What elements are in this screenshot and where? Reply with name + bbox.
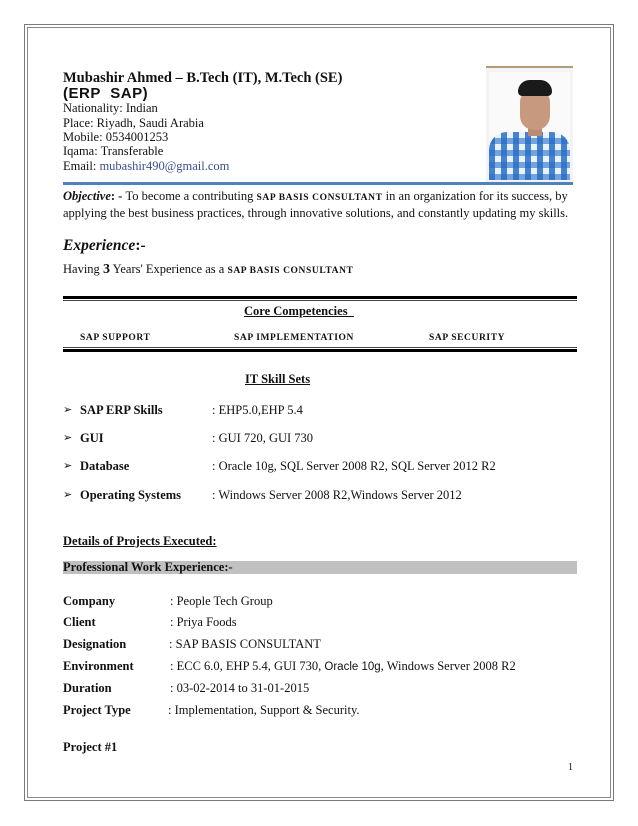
field-key: Company [63,594,116,608]
objective-paragraph [63,189,578,220]
objective-label: Objective [63,189,111,203]
objective-sep: : - [110,189,126,203]
field-key: Project Type [63,703,131,717]
field-value: : Priya Foods [170,615,237,629]
skill-value: : Windows Server 2008 R2,Windows Server 2012 [212,488,462,502]
experience-summary [63,262,353,278]
field-key: Designation [63,637,127,651]
email [63,159,229,173]
page-number: 1 [568,762,573,773]
env-part-a: : ECC 6.0, EHP 5.4, GUI 730, [170,659,325,673]
field-key: Environment [63,659,134,673]
competency-sap-implementation: SAP IMPLEMENTATION [234,333,354,343]
experience-prefix: Having [63,262,103,276]
arrow-bullet-icon: ➢ [63,489,73,501]
skill-key: SAP ERP Skills [80,403,163,417]
experience-heading [63,237,146,255]
competencies-rule-bottom-thin [63,347,577,348]
project-1-heading: Project #1 [63,740,118,754]
projects-details-title: Details of Projects Executed: [63,534,217,548]
skill-key: GUI [80,431,104,445]
skill-value: : GUI 720, GUI 730 [212,431,314,445]
field-key: Client [63,615,96,629]
photo-hair [518,80,552,96]
arrow-bullet-icon: ➢ [63,432,73,444]
competencies-rule-top-thin [63,300,577,301]
experience-middle: Years' Experience as a [109,262,228,276]
work-experience-title: Professional Work Experience:- [63,560,233,574]
competency-sap-support: SAP SUPPORT [80,333,151,343]
experience-role: SAP BASIS CONSULTANT [227,266,354,276]
objective-text-after: in an organization for its success, by applying the best business practices, through innovative solutions, and constantly updating my skills. [63,189,569,220]
photo-face [520,90,550,130]
place: Place: Riyadh, Saudi Arabia [63,116,204,130]
experience-title-suffix: :- [135,237,146,254]
candidate-name: Mubashir Ahmed – B.Tech (IT), M.Tech (SE) [63,70,343,86]
env-part-c: , Windows Server 2008 R2 [380,659,516,673]
experience-title: Experience [63,237,136,254]
skill-value: : EHP5.0,EHP 5.4 [212,403,303,417]
profile-photo [486,66,573,182]
arrow-bullet-icon: ➢ [63,404,73,416]
env-part-b: Oracle 10g [324,661,381,673]
email-link[interactable]: mubashir490@gmail.com [99,159,230,173]
it-skills-title: IT Skill Sets [245,372,311,386]
competency-sap-security: SAP SECURITY [429,333,506,343]
iqama: Iqama: Transferable [63,144,164,158]
arrow-bullet-icon: ➢ [63,460,73,472]
skill-key: Operating Systems [80,488,182,502]
competencies-rule-top [63,296,577,299]
mobile: Mobile: 0534001253 [63,130,169,144]
title-tag: (ERP SAP) [63,85,149,102]
skill-key: Database [80,459,130,473]
field-value: : Implementation, Support & Security. [168,703,360,717]
field-key: Duration [63,681,112,695]
field-value: : People Tech Group [170,594,273,608]
objective-highlight: SAP BASIS CONSULTANT [256,193,383,203]
objective-text-before: To become a contributing [125,189,257,203]
header-divider [63,182,573,185]
core-competencies-title: Core Competencies_ [244,304,354,318]
competencies-rule-bottom [63,349,577,352]
photo-shirt [489,132,570,180]
nationality: Nationality: Indian [63,101,158,115]
email-label: Email: [63,159,100,173]
skill-value: : Oracle 10g, SQL Server 2008 R2, SQL Server 2012 R2 [212,459,496,473]
field-value: : SAP BASIS CONSULTANT [169,637,321,651]
experience-years: 3 [102,262,110,277]
field-value: : 03-02-2014 to 31-01-2015 [170,681,310,695]
field-value [170,659,516,674]
